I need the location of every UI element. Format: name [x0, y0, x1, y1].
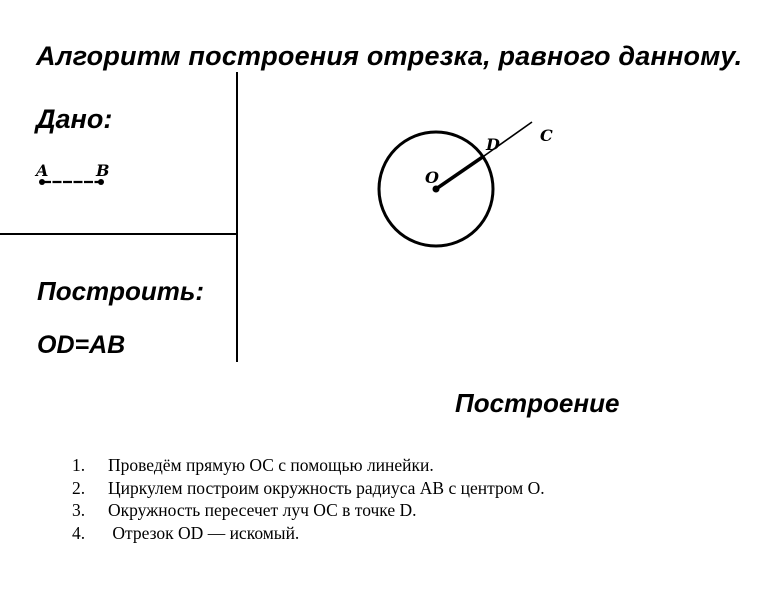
step-text: Окружность пересечет луч ОС в точке D.	[108, 500, 417, 520]
point-c-label: C	[540, 126, 553, 145]
given-heading: Дано:	[36, 104, 113, 134]
step-item	[72, 477, 545, 500]
point-d-label: D	[486, 135, 500, 154]
segment-od	[436, 156, 484, 189]
given-segment-ab	[34, 161, 110, 185]
point-a-label: A	[36, 161, 49, 180]
construct-heading: Построить:	[37, 276, 205, 306]
construction-drawing	[379, 122, 553, 246]
construct-goal: OD=AB	[37, 331, 126, 359]
point-o-label: O	[425, 168, 439, 187]
step-text: Отрезок OD — искомый.	[108, 522, 300, 543]
step-text: Циркулем построим окружность радиуса АВ с центром О.	[108, 477, 545, 498]
page-title: Алгоритм построения отрезка, равного данному.	[36, 41, 743, 71]
step-number: 1.	[72, 455, 86, 475]
step-item	[72, 454, 545, 477]
construction-heading: Построение	[455, 388, 620, 418]
step-text: Проведём прямую ОС с помощью линейки.	[108, 455, 434, 475]
step-item	[72, 522, 545, 545]
point-b-label: B	[96, 161, 110, 180]
step-number: 3.	[72, 500, 86, 520]
construction-steps	[72, 454, 545, 544]
step-number: 2.	[72, 477, 86, 498]
step-number: 4.	[72, 522, 86, 543]
step-item	[72, 499, 545, 522]
